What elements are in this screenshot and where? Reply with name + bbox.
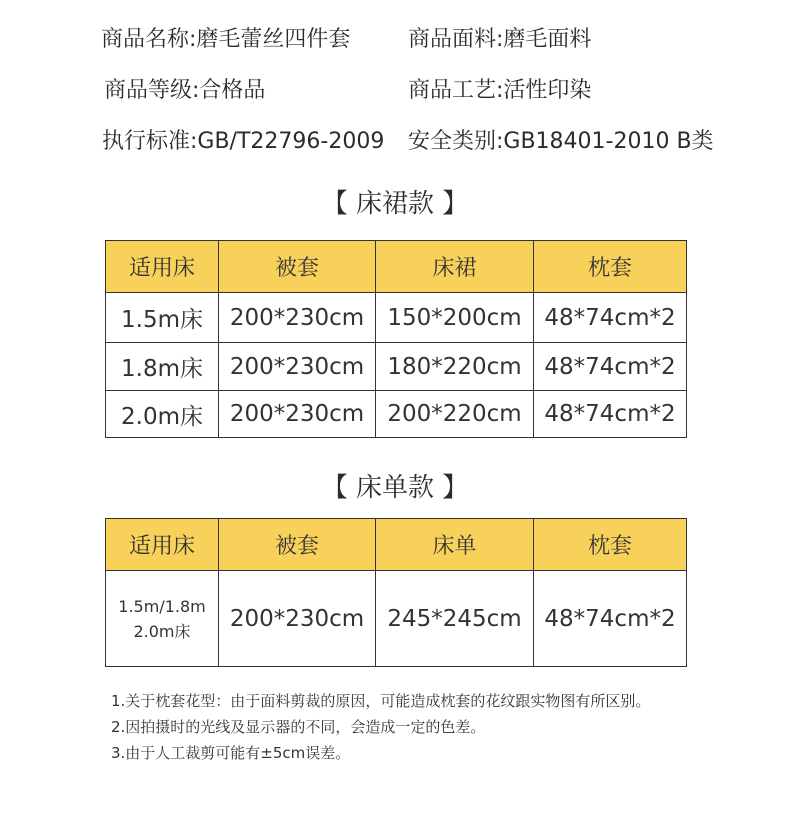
cell-bed-skirt: 200*220cm [376,391,534,438]
notes-list [111,688,650,766]
skirt-section-title: 【 床裙款 】 [321,189,469,219]
cell-pillowcase: 48*74cm*2 [534,571,687,667]
spec-product-name: 商品名称:磨毛蕾丝四件套 [101,27,351,52]
cell-pillowcase: 48*74cm*2 [534,391,687,438]
table-row [106,391,687,438]
cell-duvet: 200*230cm [219,293,376,343]
note-item: 2.因拍摄时的光线及显示器的不同，会造成一定的色差。 [111,718,486,736]
table-row [106,293,687,343]
cell-duvet: 200*230cm [219,571,376,667]
cell-bed-size: 1.5m床 [106,293,219,343]
spec-grade: 商品等级:合格品 [104,78,266,103]
header-flat-sheet: 床单 [376,519,534,571]
cell-duvet: 200*230cm [219,391,376,438]
header-duvet: 被套 [219,519,376,571]
cell-bed-size [106,571,219,667]
header-pillowcase: 枕套 [534,519,687,571]
bed-size-line-1: 1.5m/1.8m [118,596,206,616]
cell-duvet: 200*230cm [219,343,376,391]
header-bed-size: 适用床 [106,519,219,571]
header-bed-size: 适用床 [106,241,219,293]
spec-fabric: 商品面料:磨毛面料 [408,27,592,52]
skirt-size-table [105,240,687,438]
header-duvet: 被套 [219,241,376,293]
spec-safety: 安全类别:GB18401-2010 B类 [408,129,714,154]
cell-pillowcase: 48*74cm*2 [534,293,687,343]
header-bed-skirt: 床裙 [376,241,534,293]
sheet-section-title: 【 床单款 】 [321,473,469,503]
note-item: 3.由于人工裁剪可能有±5cm误差。 [111,744,351,762]
skirt-header-row [106,241,687,293]
cell-bed-size: 1.8m床 [106,343,219,391]
cell-bed-skirt: 150*200cm [376,293,534,343]
table-row [106,343,687,391]
cell-bed-skirt: 180*220cm [376,343,534,391]
cell-bed-size: 2.0m床 [106,391,219,438]
bed-size-line-2: 2.0m床 [133,621,191,641]
spec-standard: 执行标准:GB/T22796-2009 [102,129,385,154]
cell-pillowcase: 48*74cm*2 [534,343,687,391]
table-row [106,571,687,667]
spec-craft: 商品工艺:活性印染 [408,78,592,103]
sheet-header-row [106,519,687,571]
header-pillowcase: 枕套 [534,241,687,293]
note-item: 1.关于枕套花型：由于面料剪裁的原因，可能造成枕套的花纹跟实物图有所区别。 [111,692,651,710]
sheet-size-table [105,518,687,667]
cell-flat-sheet: 245*245cm [376,571,534,667]
